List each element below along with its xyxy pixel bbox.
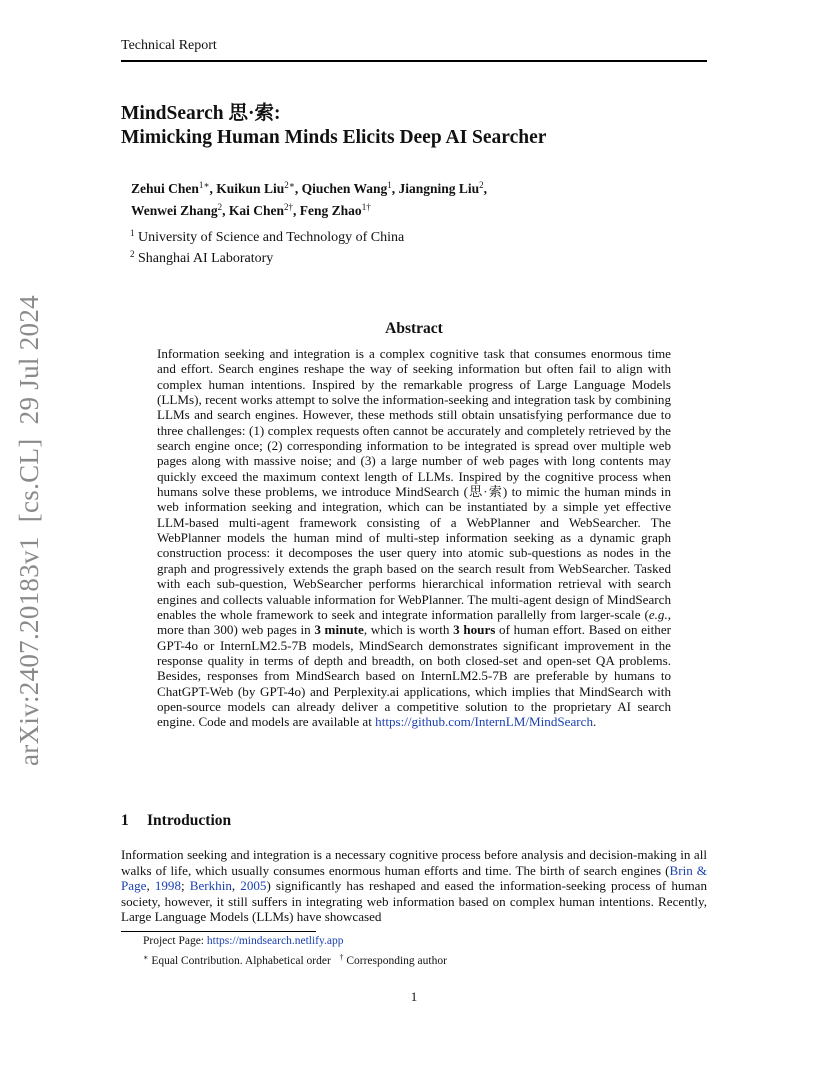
citation-year-link[interactable]: 1998 — [154, 878, 181, 894]
author-sep: , — [391, 181, 399, 196]
intro-text: ; — [181, 878, 190, 894]
abstract-text: , more than 300) web pages in — [157, 606, 671, 638]
citation-link[interactable]: Berkhin — [189, 878, 232, 894]
author-mark: 1† — [361, 202, 371, 212]
author-mark: 1 — [387, 180, 392, 190]
intro-text: , — [231, 878, 241, 894]
author-name: Zehui Chen — [131, 181, 199, 196]
page-number: 1 — [410, 989, 418, 1004]
author-name: Kai Chen — [228, 203, 285, 218]
affiliation-item — [130, 225, 404, 246]
affiliation-mark: 1 — [130, 228, 135, 238]
citation-year-link[interactable]: 2005 — [240, 878, 267, 894]
author-mark: 2 — [479, 180, 484, 190]
abstract-text: of human effort. Based on either GPT-4o or InternLM2.5-7B models, MindSearch demonstrates significant improvement in the response quality in terms of depth and breadth, on both closed-set and open-set QA problems. Besides, responses from MindSearch based on InternLM2.5-7B are preferable by humans to ChatGPT-Web (by GPT-4o) and Perplexity.ai applications, which implies that MindSearch with open-source models can already deliver a competitive solution to the proprietary AI search engine. Code and models are available at — [157, 622, 671, 730]
section-number: 1 — [121, 812, 129, 829]
footnote-mark: † — [339, 952, 344, 962]
header-rule — [121, 60, 707, 62]
footnote-label: Project Page: — [143, 935, 207, 947]
affiliation-item — [130, 246, 404, 267]
abstract-text: , which is worth — [363, 622, 454, 638]
affiliation-mark: 2 — [130, 249, 135, 259]
abstract-heading: Abstract — [385, 320, 443, 337]
footnote-rule — [121, 931, 316, 932]
author-sep: , — [222, 203, 229, 218]
affiliation-list — [130, 225, 404, 267]
author-sep: , — [293, 203, 300, 218]
author-line-1 — [131, 176, 487, 198]
author-mark: 1∗ — [198, 180, 210, 190]
abstract-eg: e.g. — [648, 606, 668, 622]
footnotes — [143, 934, 447, 969]
title-line-2: Mimicking Human Minds Elicits Deep AI Searcher — [121, 127, 547, 148]
author-line-2 — [131, 198, 487, 220]
project-page-link[interactable]: https://mindsearch.netlify.app — [206, 935, 344, 947]
section-title: Introduction — [147, 812, 232, 829]
citation-link[interactable]: Brin & Page — [121, 862, 707, 894]
abstract-text: Information seeking and integration is a complex cognitive task that consumes enormous time and effort. Search engines reshape the way of seeking information but often fail to align with complex human intentions. Inspired by the remarkable progress of Large Language Models (LLMs), recent works attempt to solve the information-seeking and integration task by combining LLMs and search engines. However, these methods still obtain unsatisfying performance due to three challenges: (1) complex requests often cannot be accurately and completely retrieved by the search engine once; (2) corresponding information to be integrated is spread over multiple web pages along with massive noise; and (3) a large number of web pages with long contents may quickly exceed the maximum context length of LLMs. Inspired by the cognitive process when humans solve these problems, we introduce MindSearch (思·索) to mimic the human minds in web information seeking and integration, which can be instantiated by a simple yet effective LLM-based multi-agent framework consisting of a WebPlanner and WebSearcher. The WebPlanner models the human mind of multi-step information seeking as a dynamic graph construction process: it decomposes the user query into atomic sub-questions as nodes in the graph and progressively extends the graph based on the search result from WebSearcher. Tasked with each sub-question, WebSearcher performs hierarchical information retrieval with search engines and collects valuable information for WebPlanner. The multi-agent design of MindSearch enables the whole framework to seek and integrate information parallelly from larger-scale ( — [157, 346, 671, 622]
author-mark: 2 — [217, 202, 223, 212]
abstract-bold-time: 3 minute — [314, 622, 364, 638]
author-list — [131, 176, 487, 220]
abstract-text: . — [593, 714, 597, 730]
abstract-bold-effort: 3 hours — [453, 622, 496, 638]
section-heading-introduction — [121, 812, 231, 830]
footnote-contribution — [143, 950, 447, 970]
author-sep: , — [294, 181, 302, 196]
author-mark: 2∗ — [284, 180, 295, 190]
introduction-body — [121, 847, 707, 925]
author-sep: , — [483, 181, 488, 196]
intro-text: ) significantly has reshaped and eased the information-seeking process of human society, however, it still suffers in integrating web information based on complex human intentions. Recently, Large Language Models (LLMs) have showcased — [121, 878, 707, 925]
author-name: Qiuchen Wang — [301, 181, 388, 196]
title-line-1: MindSearch 思·索: — [121, 103, 281, 124]
footnote-text: Corresponding author — [343, 954, 447, 967]
code-link[interactable]: https://github.com/InternLM/MindSearch — [375, 714, 593, 730]
author-sep: , — [209, 181, 217, 196]
author-name: Jiangning Liu — [398, 181, 480, 196]
running-header: Technical Report — [121, 38, 217, 53]
affiliation-text: University of Science and Technology of China — [138, 230, 405, 245]
footnote-mark: ∗ — [143, 952, 149, 962]
abstract-body — [157, 346, 671, 730]
intro-text: Information seeking and integration is a necessary cognitive process before analysis and decision-making in all walks of life, which usually consumes enormous human efforts and time. The birth of search engines ( — [121, 847, 707, 878]
affiliation-text: Shanghai AI Laboratory — [138, 251, 274, 266]
footnote-project-page — [143, 934, 447, 950]
paper-title — [121, 102, 546, 150]
author-name: Kuikun Liu — [216, 181, 285, 196]
author-name: Feng Zhao — [299, 203, 362, 218]
intro-text: , — [146, 878, 155, 894]
arxiv-stamp: arXiv:2407.20183v1 [cs.CL] 29 Jul 2024 — [14, 295, 44, 766]
footnote-text: Equal Contribution. Alphabetical order — [148, 954, 331, 967]
author-name: Wenwei Zhang — [131, 203, 218, 218]
author-mark: 2† — [284, 202, 294, 212]
